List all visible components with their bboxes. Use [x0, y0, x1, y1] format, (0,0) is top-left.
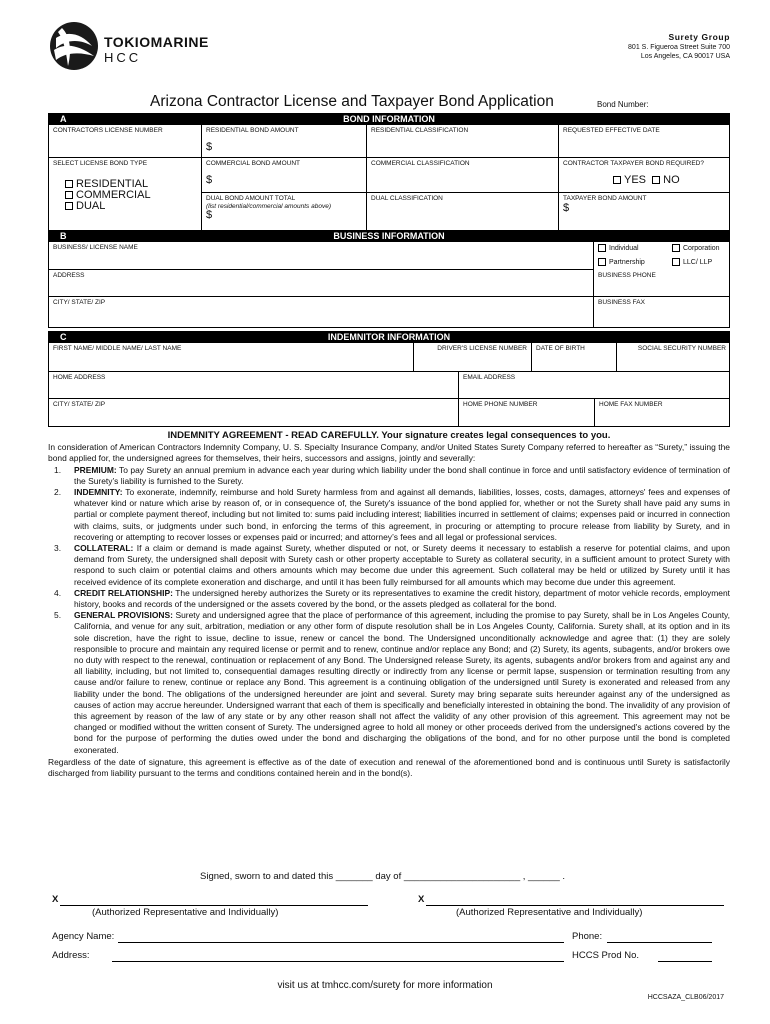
dollar-sign: $	[206, 174, 213, 186]
dollar-sign: $	[563, 202, 570, 214]
yes-label: YES	[624, 174, 647, 186]
corporation-label: Corporation	[683, 244, 720, 252]
commercial-option-label: COMMERCIAL	[76, 189, 151, 201]
residential-checkbox[interactable]	[65, 180, 73, 188]
yes-checkbox[interactable]	[613, 176, 621, 184]
item-title: CREDIT RELATIONSHIP:	[74, 587, 173, 598]
no-option[interactable]	[652, 174, 680, 186]
item-title: INDEMNITY:	[74, 487, 123, 498]
address-line-2: Los Angeles, CA 90017 USA	[640, 53, 730, 60]
business-info-grid	[48, 242, 730, 328]
indemnity-item	[48, 610, 730, 756]
brand-sub: HCC	[104, 50, 142, 65]
entity-partnership[interactable]	[598, 258, 645, 267]
dual-checkbox[interactable]	[65, 202, 73, 210]
item-number: 1.	[54, 464, 62, 475]
indemnity-item	[48, 487, 730, 543]
business-phone-field[interactable]	[594, 270, 730, 297]
item-body: Surety and undersigned agree that the place of performance of this agreement, including the promise to pay Surety, shall be in Los Angeles County, California, and venue for any suit, arbitration, mediation or any other form of dispute resolution shall be in Los Angeles County, California. Surety shall, at its option and in its sole discretion, have the right to issue, decline to issue, renew or cancel the bond. The Undersigned unconditionally acknowledge and agree that: (1) they are solely responsible to procure and maintain any required license or permit and to renew, continue and/or replace any Bond; and (2) Surety, its agents, subagents, and/or brokers owe no duty with respect to the renewal, continuation or replacement of any Bond. The Undersigned release Surety, its agents, subagents and/or brokers from and against any and all liability, including, but not limited to, consequential damages resulting directly or indirectly from any license or permit lapse, suspension or termination resulting from any cause and/or failure to renew, continue or replace any Bond. This agreement is a continuing obligation of the undersigned until Surety is exonerated and released from any liability under the bond. The obligations of the undersigned hereunder are joint and several. Surety may bring separate suits hereunder against any of the undersigned as causes of action may accrue hereunder. Undersigned warrant that each of them is specifically and beneficially interested in obtaining the bond. The invalidity of any provision of this agreement by reason of the law of any state or by any other reason shall not affect the validity of any other provision of this agreement. This agreement may not be changed or modified without the written consent of Surety. The undersigned agree to hold all money or other proceeds derived from the undersigned's actions covered by the bond for the purpose of performing the duties owed under the bond and discharging the obligations of the bond, and for no other purpose until the bond is completed exonerated.	[74, 610, 730, 755]
home-address-field[interactable]	[49, 372, 459, 399]
signature-line-1[interactable]	[60, 905, 368, 906]
dual-bond-amount-field[interactable]	[202, 193, 367, 231]
indemnitor-info-grid	[48, 343, 730, 427]
brand-name: TOKIOMARINE	[104, 34, 209, 50]
business-fax-label: BUSINESS FAX	[598, 299, 645, 306]
section-b-letter: B	[60, 231, 67, 241]
signature-line-2[interactable]	[426, 905, 724, 906]
residential-bond-amount-label: RESIDENTIAL BOND AMOUNT	[206, 127, 299, 134]
yes-option[interactable]	[613, 174, 646, 186]
footer-visit: visit us at tmhcc.com/surety for more information	[277, 980, 493, 991]
drivers-license-field[interactable]	[414, 343, 532, 372]
address-line-1: 801 S. Figueroa Street Suite 700	[628, 44, 730, 51]
signature-x-2: X	[418, 894, 425, 905]
option-dual[interactable]	[65, 201, 197, 212]
section-b-heading: BUSINESS INFORMATION	[333, 231, 445, 241]
ssn-label: SOCIAL SECURITY NUMBER	[637, 345, 726, 352]
llc-checkbox[interactable]	[672, 258, 680, 266]
surety-group-label: Surety Group	[668, 32, 730, 42]
section-b-bar	[48, 230, 730, 242]
company-logo	[48, 20, 228, 72]
agency-name-input[interactable]	[118, 942, 564, 943]
entity-corporation[interactable]	[672, 244, 720, 253]
home-phone-field[interactable]	[459, 399, 595, 426]
home-city-field[interactable]	[49, 399, 459, 426]
commercial-checkbox[interactable]	[65, 191, 73, 199]
no-checkbox[interactable]	[652, 176, 660, 184]
tokiomarine-logo-icon	[48, 20, 100, 72]
entity-llc[interactable]	[672, 258, 712, 267]
license-bond-type-cell	[49, 158, 202, 231]
llc-label: LLC/ LLP	[683, 258, 713, 266]
item-number: 2.	[54, 487, 62, 498]
dual-classification-field[interactable]	[367, 193, 559, 231]
bond-number-label: Bond Number:	[597, 100, 649, 109]
city-state-zip-label: CITY/ STATE/ ZIP	[53, 299, 106, 306]
page-title: Arizona Contractor License and Taxpayer Bond Application	[150, 93, 554, 110]
company-address-block	[628, 33, 730, 61]
indemnity-heading: INDEMNITY AGREEMENT - READ CAREFULLY. Your signature creates legal consequences to you.	[167, 430, 611, 441]
address-label-sig: Address:	[52, 950, 90, 961]
item-title: PREMIUM:	[74, 464, 117, 475]
commercial-classification-label: COMMERCIAL CLASSIFICATION	[371, 160, 470, 167]
entity-individual[interactable]	[598, 244, 639, 253]
individual-checkbox[interactable]	[598, 244, 606, 252]
dob-label: DATE OF BIRTH	[536, 345, 585, 352]
item-body: If a claim or demand is made against Surety, whether disputed or not, or Surety deems it necessary to establish a reserve for potential claims, and upon demand from Surety, the undersigned shall deposit with Surety cash or other property acceptable to Surety as collateral security, in a sufficient amount to protect Surety with respond to such claim or potential claims and others amounts which may become due under this agreement. Such collateral may be held or utilized by Surety until it has received evidence of its complete exoneration and discharge, and until it has been fully reimbursed for all amounts which may become due under this agreement.	[74, 543, 730, 587]
signature-x-1: X	[52, 894, 59, 905]
individual-label: Individual	[609, 244, 639, 252]
taxpayer-bond-amount-field[interactable]	[559, 193, 730, 231]
item-body: To exonerate, indemnify, reimburse and hold Surety harmless from and against all demands, liabilities, losses, costs, damages, attorneys' fees and expenses of whatever kind or nature which arise by reason of, or in consequence of, the Surety's issuance of the bond applied for, whether or not the Surety shall have paid any sums in partial or complete payment thereof, including but not limited to: sums paid including interest; liabilities incurred in settlement of claims; expenses paid or incurred in connection with claims, suits, or judgments under such bond, in enforcing the terms of this agreement, in procuring or attempting to procure release from liability by Surety, and in recovering or attempting to recover losses or expenses paid or incurred; and attorney’s fees and all legal or professional services.	[74, 487, 730, 542]
indemnity-intro: In consideration of American Contractors Indemnity Company, U. S. Specialty Insurance Company, and/or United States Surety Company referred to hereafter as “Surety,” issuing the bond applied for, the undersigned agrees for themselves, their heirs, successors and assigns, jointly and severally:	[48, 442, 730, 464]
ssn-field[interactable]	[617, 343, 730, 372]
item-number: 5.	[54, 610, 62, 621]
item-number: 4.	[54, 587, 62, 598]
residential-bond-amount-field[interactable]	[202, 125, 367, 158]
section-a-letter: A	[60, 114, 67, 124]
indemnitor-name-field[interactable]	[49, 343, 414, 372]
section-a-bar	[48, 113, 730, 125]
item-body: To pay Surety an annual premium in advance each year during which liability under the bond shall continue in force and until satisfactory evidence of termination of the Surety’s liability is furnished to the Surety.	[74, 464, 730, 486]
residential-classification-field[interactable]	[367, 125, 559, 158]
dollar-sign: $	[206, 141, 213, 153]
business-address-field[interactable]	[49, 270, 594, 297]
email-label: EMAIL ADDRESS	[463, 374, 516, 381]
commercial-bond-amount-field[interactable]	[202, 158, 367, 193]
business-fax-field[interactable]	[594, 297, 730, 327]
dual-classification-label: DUAL CLASSIFICATION	[371, 195, 443, 202]
commercial-bond-amount-label: COMMERCIAL BOND AMOUNT	[206, 160, 301, 167]
business-city-field[interactable]	[49, 297, 594, 327]
contractors-license-label: CONTRACTORS LICENSE NUMBER	[53, 127, 163, 134]
contractors-license-field[interactable]	[49, 125, 202, 158]
section-c-bar	[48, 331, 730, 343]
dual-bond-amount-label: DUAL BOND AMOUNT TOTAL	[206, 195, 296, 202]
name-label: FIRST NAME/ MIDDLE NAME/ LAST NAME	[53, 345, 182, 352]
rep-label-1: (Authorized Representative and Individually)	[92, 907, 279, 918]
commercial-classification-field[interactable]	[367, 158, 559, 193]
taxpayer-required-cell	[559, 158, 730, 193]
dual-note: (list residential/commercial amounts above)	[206, 203, 331, 210]
residential-classification-label: RESIDENTIAL CLASSIFICATION	[371, 127, 469, 134]
taxpayer-bond-amount-label: TAXPAYER BOND AMOUNT	[563, 195, 647, 202]
corporation-checkbox[interactable]	[672, 244, 680, 252]
email-field[interactable]	[459, 372, 730, 399]
form-code: HCCSAZA_CLB06/2017	[647, 994, 724, 1001]
section-c-letter: C	[60, 332, 67, 342]
indemnity-item	[48, 588, 730, 610]
dollar-sign: $	[206, 209, 213, 221]
rep-label-2: (Authorized Representative and Individually)	[456, 907, 643, 918]
home-fax-label: HOME FAX NUMBER	[599, 401, 663, 408]
indemnity-item	[48, 465, 730, 487]
item-title: GENERAL PROVISIONS:	[74, 610, 173, 621]
select-license-bond-type-label: SELECT LICENSE BOND TYPE	[53, 160, 148, 167]
indemnity-closing: Regardless of the date of signature, this agreement is effective as of the date of execution and renewal of the aforementioned bond and is continuous until Surety is satisfactorily discharged from liability pursuant to the terms and conditions contained herein and in the bond(s).	[48, 756, 730, 779]
partnership-checkbox[interactable]	[598, 258, 606, 266]
requested-effective-date-field[interactable]	[559, 125, 730, 158]
home-city-label: CITY/ STATE/ ZIP	[53, 401, 106, 408]
section-c-heading: INDEMNITOR INFORMATION	[327, 332, 451, 342]
phone-input[interactable]	[607, 942, 712, 943]
requested-effective-date-label: REQUESTED EFFECTIVE DATE	[563, 127, 660, 134]
business-license-name-label: BUSINESS/ LICENSE NAME	[53, 244, 138, 251]
business-phone-label: BUSINESS PHONE	[598, 272, 656, 279]
partnership-label: Partnership	[609, 258, 645, 266]
sworn-statement: Signed, sworn to and dated this _______ day of ______________________ , ______ .	[200, 871, 566, 882]
dual-option-label: DUAL	[76, 200, 106, 212]
address-label: ADDRESS	[53, 272, 85, 279]
indemnity-item	[48, 543, 730, 588]
hccs-prod-label: HCCS Prod No.	[572, 950, 640, 961]
indemnity-agreement	[48, 430, 730, 779]
home-address-label: HOME ADDRESS	[53, 374, 106, 381]
bond-info-grid	[48, 125, 730, 232]
taxpayer-required-label: CONTRACTOR TAXPAYER BOND REQUIRED?	[563, 160, 704, 167]
section-a-heading: BOND INFORMATION	[343, 114, 435, 124]
phone-label: Phone:	[572, 931, 603, 942]
entity-type-cell	[594, 242, 730, 270]
home-fax-field[interactable]	[595, 399, 730, 426]
item-title: COLLATERAL:	[74, 543, 134, 554]
address-input[interactable]	[112, 961, 564, 962]
home-phone-label: HOME PHONE NUMBER	[463, 401, 538, 408]
residential-option-label: RESIDENTIAL	[76, 178, 149, 190]
item-number: 3.	[54, 543, 62, 554]
agency-name-label: Agency Name:	[52, 931, 115, 942]
item-body: The undersigned hereby authorizes the Surety or its representatives to examine the credit history, department of motor vehicle records, employment history, books and records of the undersigned or the assets covered by the bond, or the assets pledged as collateral for the bond.	[74, 587, 730, 610]
no-label: NO	[663, 174, 680, 186]
dob-field[interactable]	[532, 343, 617, 372]
hccs-prod-input[interactable]	[658, 961, 712, 962]
drivers-license-label: DRIVER'S LICENSE NUMBER	[437, 345, 527, 352]
business-license-name-field[interactable]	[49, 242, 594, 270]
